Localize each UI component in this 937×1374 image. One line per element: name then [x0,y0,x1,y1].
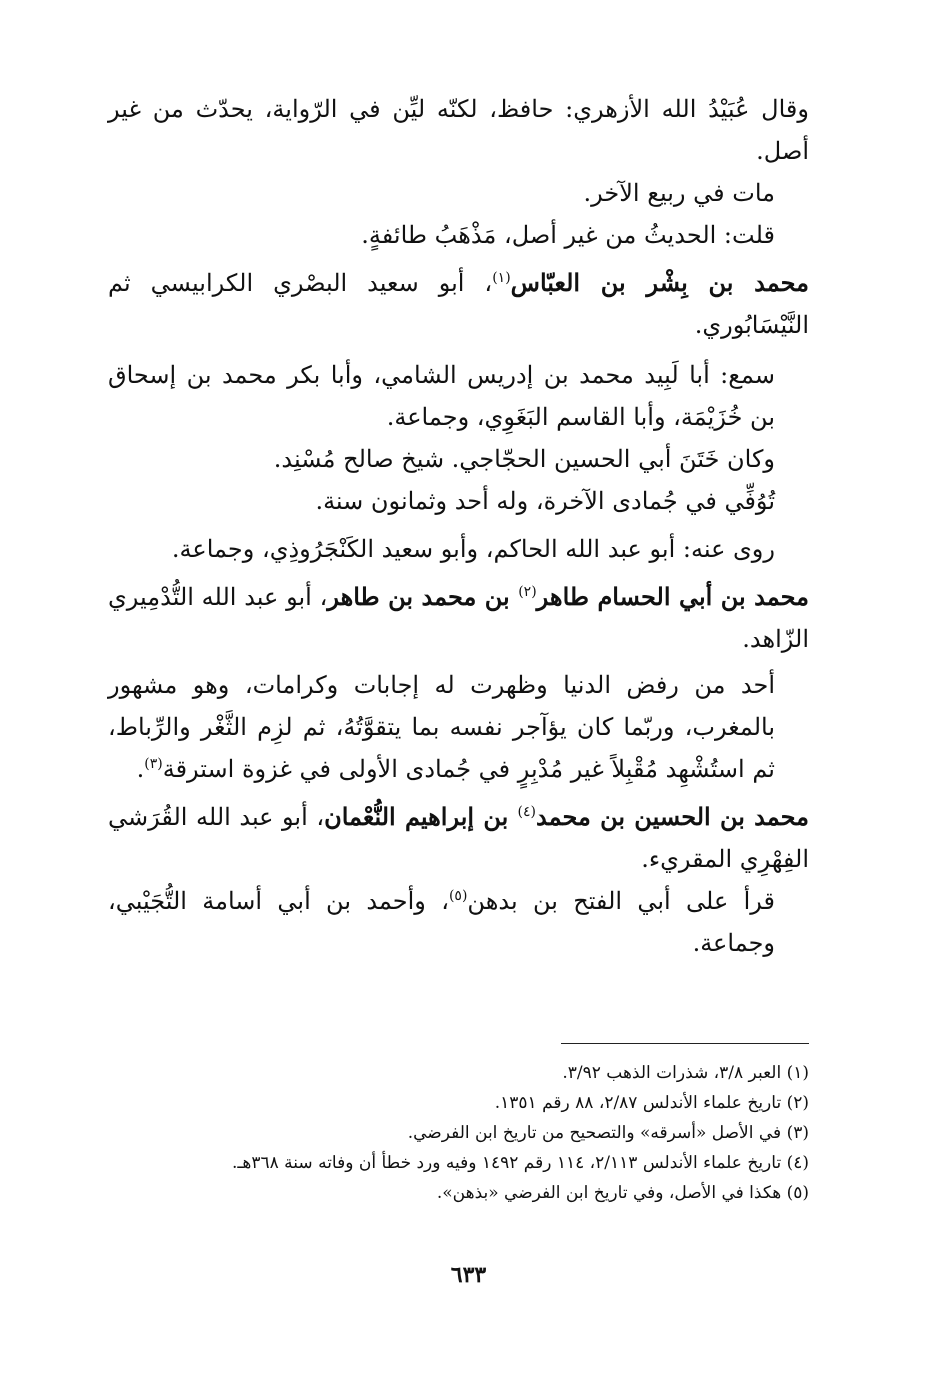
entry-name: محمد بن الحسين بن محمد [536,802,809,831]
main-text [108,88,809,964]
entry-heading-numan [108,796,809,880]
paragraph-narrated-by: روى عنه: أبو عبد الله الحاكم، وأبو سعيد الكَنْجَرُوذِي، وجماعة. [171,535,775,563]
footnote-divider [561,1043,809,1044]
paragraph-azhari: وقال عُبَيْدُ الله الأزهري: حافظ، لكنّه ليِّن في الرّواية، يحدّث من غير أصل. [108,95,809,165]
paragraph-text: أحد من رفض الدنيا وظهرت له إجابات وكرامات، وهو مشهور بالمغرب، وربّما كان يؤآجر نفسه بما يتقوَّتُهُ، ثم لزِم الثَّغْر والرِّباط، ثم استُشْهِد مُقْبِلاً غير مُدْبِرٍ في جُمادى الأولى في غزوة استرقة [108,671,775,783]
footnote-ref: (٢) [518,584,537,600]
footnote-ref: (٣) [144,756,163,772]
footnote-ref: (١) [492,270,511,286]
paragraph-died: تُوُفِّي في جُمادى الآخرة، وله أحد وثمانون سنة. [315,487,775,515]
entry-name: محمد بن بِشْر بن العبّاس [510,268,809,297]
footnotes [200,1058,809,1208]
footnote-3: (٣) في الأصل «أسرقه» والتصحيح من تاريخ ابن الفرضي. [407,1123,809,1143]
paragraph-end: ، وأحمد بن أبي أسامة التُّجَيْبي، وجماعة. [108,887,775,957]
entry-heading-bishr [108,262,809,346]
footnote-4: (٤) تاريخ علماء الأندلس ٢/١١٣، ١١٤ رقم ١٤٩٢ وفيه ورد خطأ أن وفاته سنة ٣٦٨هـ. [232,1153,809,1173]
entry-description: ، أبو سعيد البصْري الكرابيسي ثم النَّيْسَابُوري. [108,269,809,339]
entry-heading-tahir [108,576,809,660]
paragraph-heard-from: سمع: أبا لَبِيد محمد بن إدريس الشامي، وأبا بكر محمد بن إسحاق بن خُزَيْمَة، وأبا القاسم البَغَوِي، وجماعة. [108,361,775,431]
footnote-ref: (٥) [448,888,468,904]
paragraph-ascetic [108,664,809,790]
footnote-2: (٢) تاريخ علماء الأندلس ٢/٨٧، ٨٨ رقم ١٣٥١. [494,1093,809,1113]
paragraph-in-law: وكان خَتَنَ أبي الحسين الحجّاجي. شيخ صالح مُسْنِد. [273,445,775,473]
page-number: ٦٣٣ [450,1262,487,1288]
entry-name: محمد بن أبي الحسام طاهر [536,582,809,611]
paragraph-end: . [136,755,145,783]
entry-description: ، أبو عبد الله القُرَشي الفِهْرِي المقريء. [108,803,809,873]
entry-description: ، أبو عبد الله التُّدْمِيري الزّاهد. [108,583,809,653]
paragraph-text: قرأ على أبي الفتح بن بدهن [467,887,775,915]
footnote-5: (٥) هكذا في الأصل، وفي تاريخ ابن الفرضي «بذهن». [436,1183,809,1203]
footnote-ref: (٤) [517,804,537,820]
footnote-1: (١) العبر ٣/٨، شذرات الذهب ٣/٩٢. [562,1063,809,1083]
entry-name-continued: بن محمد بن طاهر [327,582,519,611]
paragraph-comment: قلت: الحديثُ من غير أصل، مَذْهَبُ طائفةٍ. [361,221,775,249]
paragraph-recited [108,880,809,964]
paragraph-death: مات في ربيع الآخر. [583,179,775,207]
entry-name-continued: بن إبراهيم النُّعْمان [324,802,518,831]
